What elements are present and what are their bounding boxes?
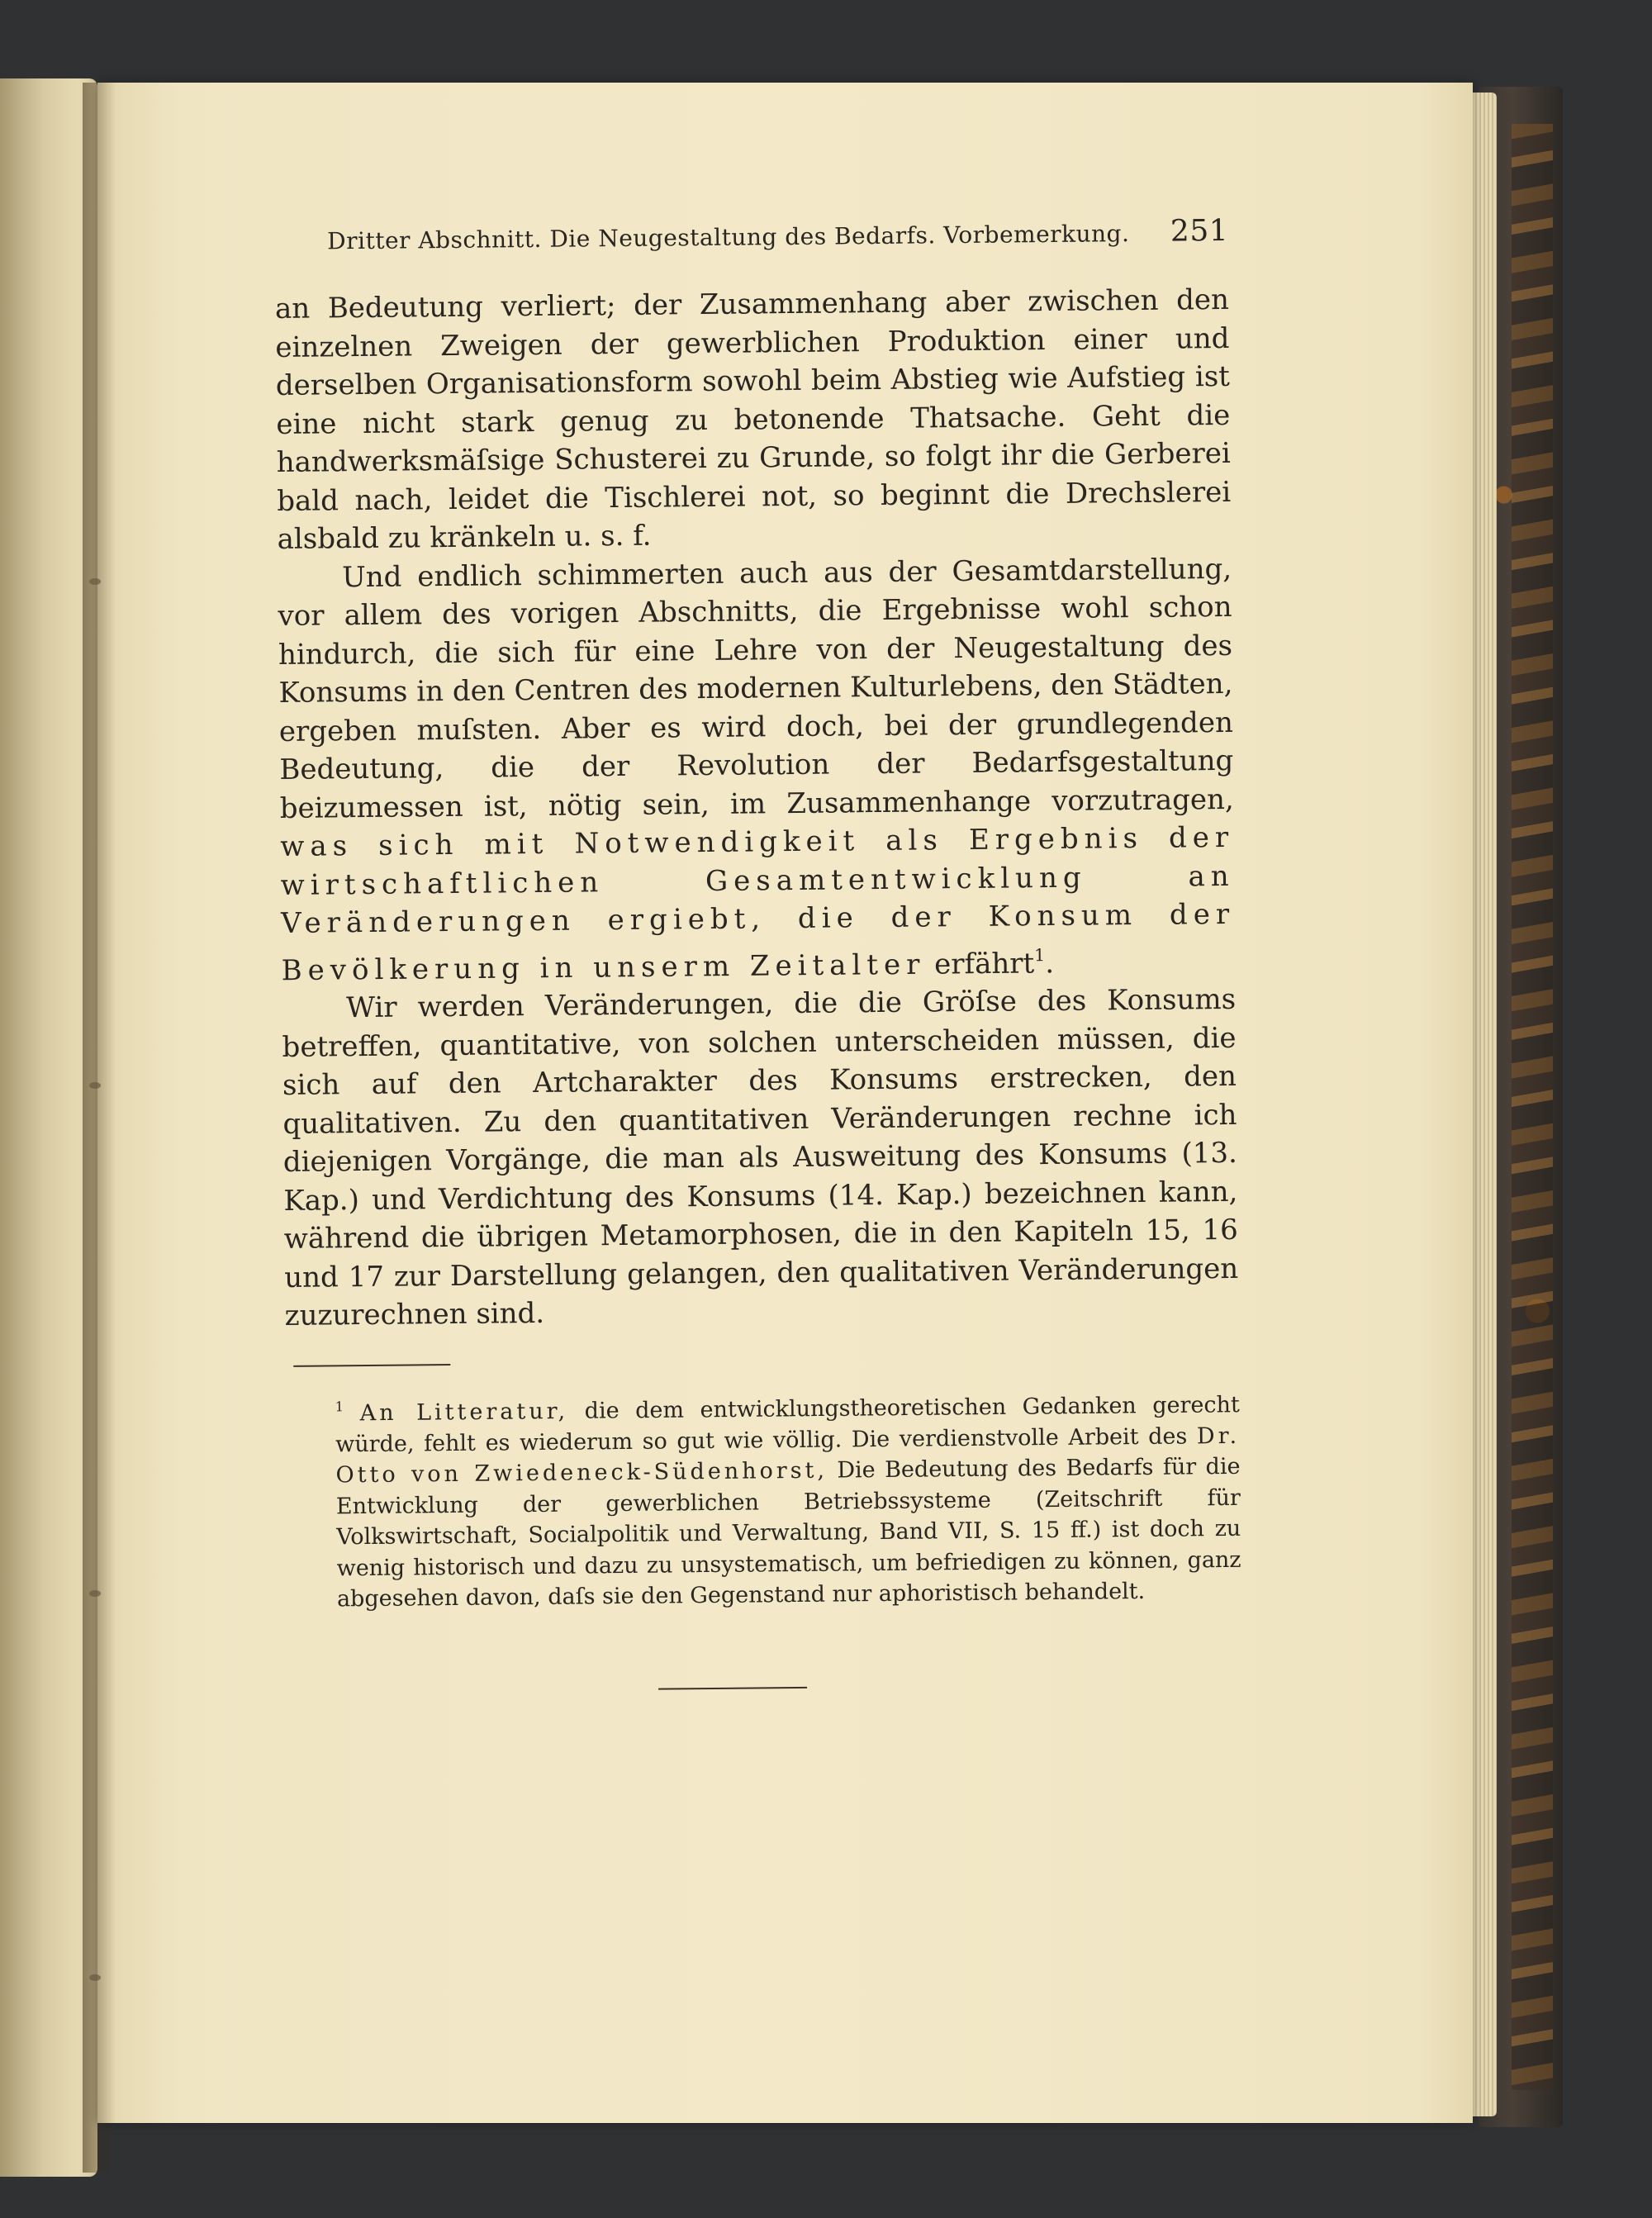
footnote-separator	[293, 1364, 450, 1367]
footnote	[286, 1383, 1242, 1616]
footnote-spaced-1: An Litteratur,	[359, 1398, 569, 1427]
body-text	[275, 281, 1239, 1336]
paragraph-2-text: Und endlich schimmerten auch aus der Gesamtdarstellung, vor allem des vorigen Abschnitts, die Ergebnisse wohl schon hindurch, die sich für eine Lehre von der Neugestaltung des Konsums in den Centren des modernen Kulturlebens, den Städten, ergeben muſsten. Aber es wird doch, bei der grundlegenden Bedeutung, die der Revolution der Bedarfsgestaltung beizumessen ist, nötig sein, im Zusammenhange vorzutragen,	[278, 552, 1234, 825]
margin-mark	[89, 1082, 101, 1089]
paragraph-3: Wir werden Veränderungen, die die Gröſse des Konsums betreffen, quantitative, von solchen unterscheiden müssen, die sich auf den Artcharakter des Konsums erstrecken, den qualitativen. Zu den quantitativen Veränderungen rechne ich diejenigen Vorgänge, die man als Ausweitung des Konsums (13. Kap.) und Verdichtung des Konsums (14. Kap.) bezeichnen kann, während die übrigen Metamorphosen, die in den Kapiteln 15, 16 und 17 zur Darstellung gelangen, den qualitativen Veränderungen zuzurechnen sind.	[282, 983, 1239, 1333]
page-number: 251	[1170, 213, 1229, 249]
paragraph-2	[278, 549, 1236, 990]
paragraph-2-spaced-emphasis: was sich mit Notwendigkeit als Ergebnis der wirtschaftlichen Gesamtentwicklung an Veränderungen ergiebt, die der Konsum der Bevölkerung in unserm Zeitalter	[280, 820, 1236, 987]
footnote-author: Dr. Otto von Zwiedeneck-Südenhorst,	[335, 1422, 1241, 1489]
margin-mark	[89, 1590, 101, 1597]
paragraph-2-end: .	[1045, 946, 1055, 980]
footnote-text-1: die dem entwicklungstheoretischen Gedanken gerecht würde, fehlt es wiederum so gut wie völlig. Die verdienstvolle Arbeit des	[335, 1391, 1240, 1457]
margin-mark	[89, 578, 101, 585]
marbled-cover-texture	[1512, 124, 1553, 2090]
paragraph-2-verb: erfährt	[933, 946, 1035, 981]
footnote-marker: 1	[335, 1399, 344, 1415]
running-head-title: Dritter Abschnitt. Die Neugestaltung des Bedarfs. Vorbemerkung.	[327, 220, 1130, 255]
paragraph-1: an Bedeutung verliert; der Zusammenhang aber zwischen den einzelnen Zweigen der gewerblichen Produktion einer und derselben Organisationsform sowohl beim Abstieg wie Aufstieg ist eine nicht stark genug zu betonende Thatsache. Geht die handwerksmäſsige Schusterei zu Grunde, so folgt ihr die Gerberei bald nach, leidet die Tischlerei not, so beginnt die Drechslerei alsbald zu kränkeln u. s. f.	[274, 283, 1232, 556]
gutter-shadow	[83, 83, 116, 2173]
page-content	[274, 214, 1242, 1693]
footnote-text-2: Die Bedeutung des Bedarfs für die Entwicklung der gewerblichen Betriebssysteme (Zeitschrift für Volkswirtschaft, Socialpolitik und Verwaltung, Band VII, S. 15 ff.) ist doch zu wenig historisch und dazu zu unsystematisch, um befriedigen zu können, ganz abgesehen davon, daſs sie den Gegenstand nur aphoristisch behandelt.	[335, 1453, 1241, 1612]
footnote-reference: 1	[1034, 944, 1046, 965]
footnote-body	[286, 1383, 1242, 1616]
margin-mark	[89, 1974, 101, 1981]
